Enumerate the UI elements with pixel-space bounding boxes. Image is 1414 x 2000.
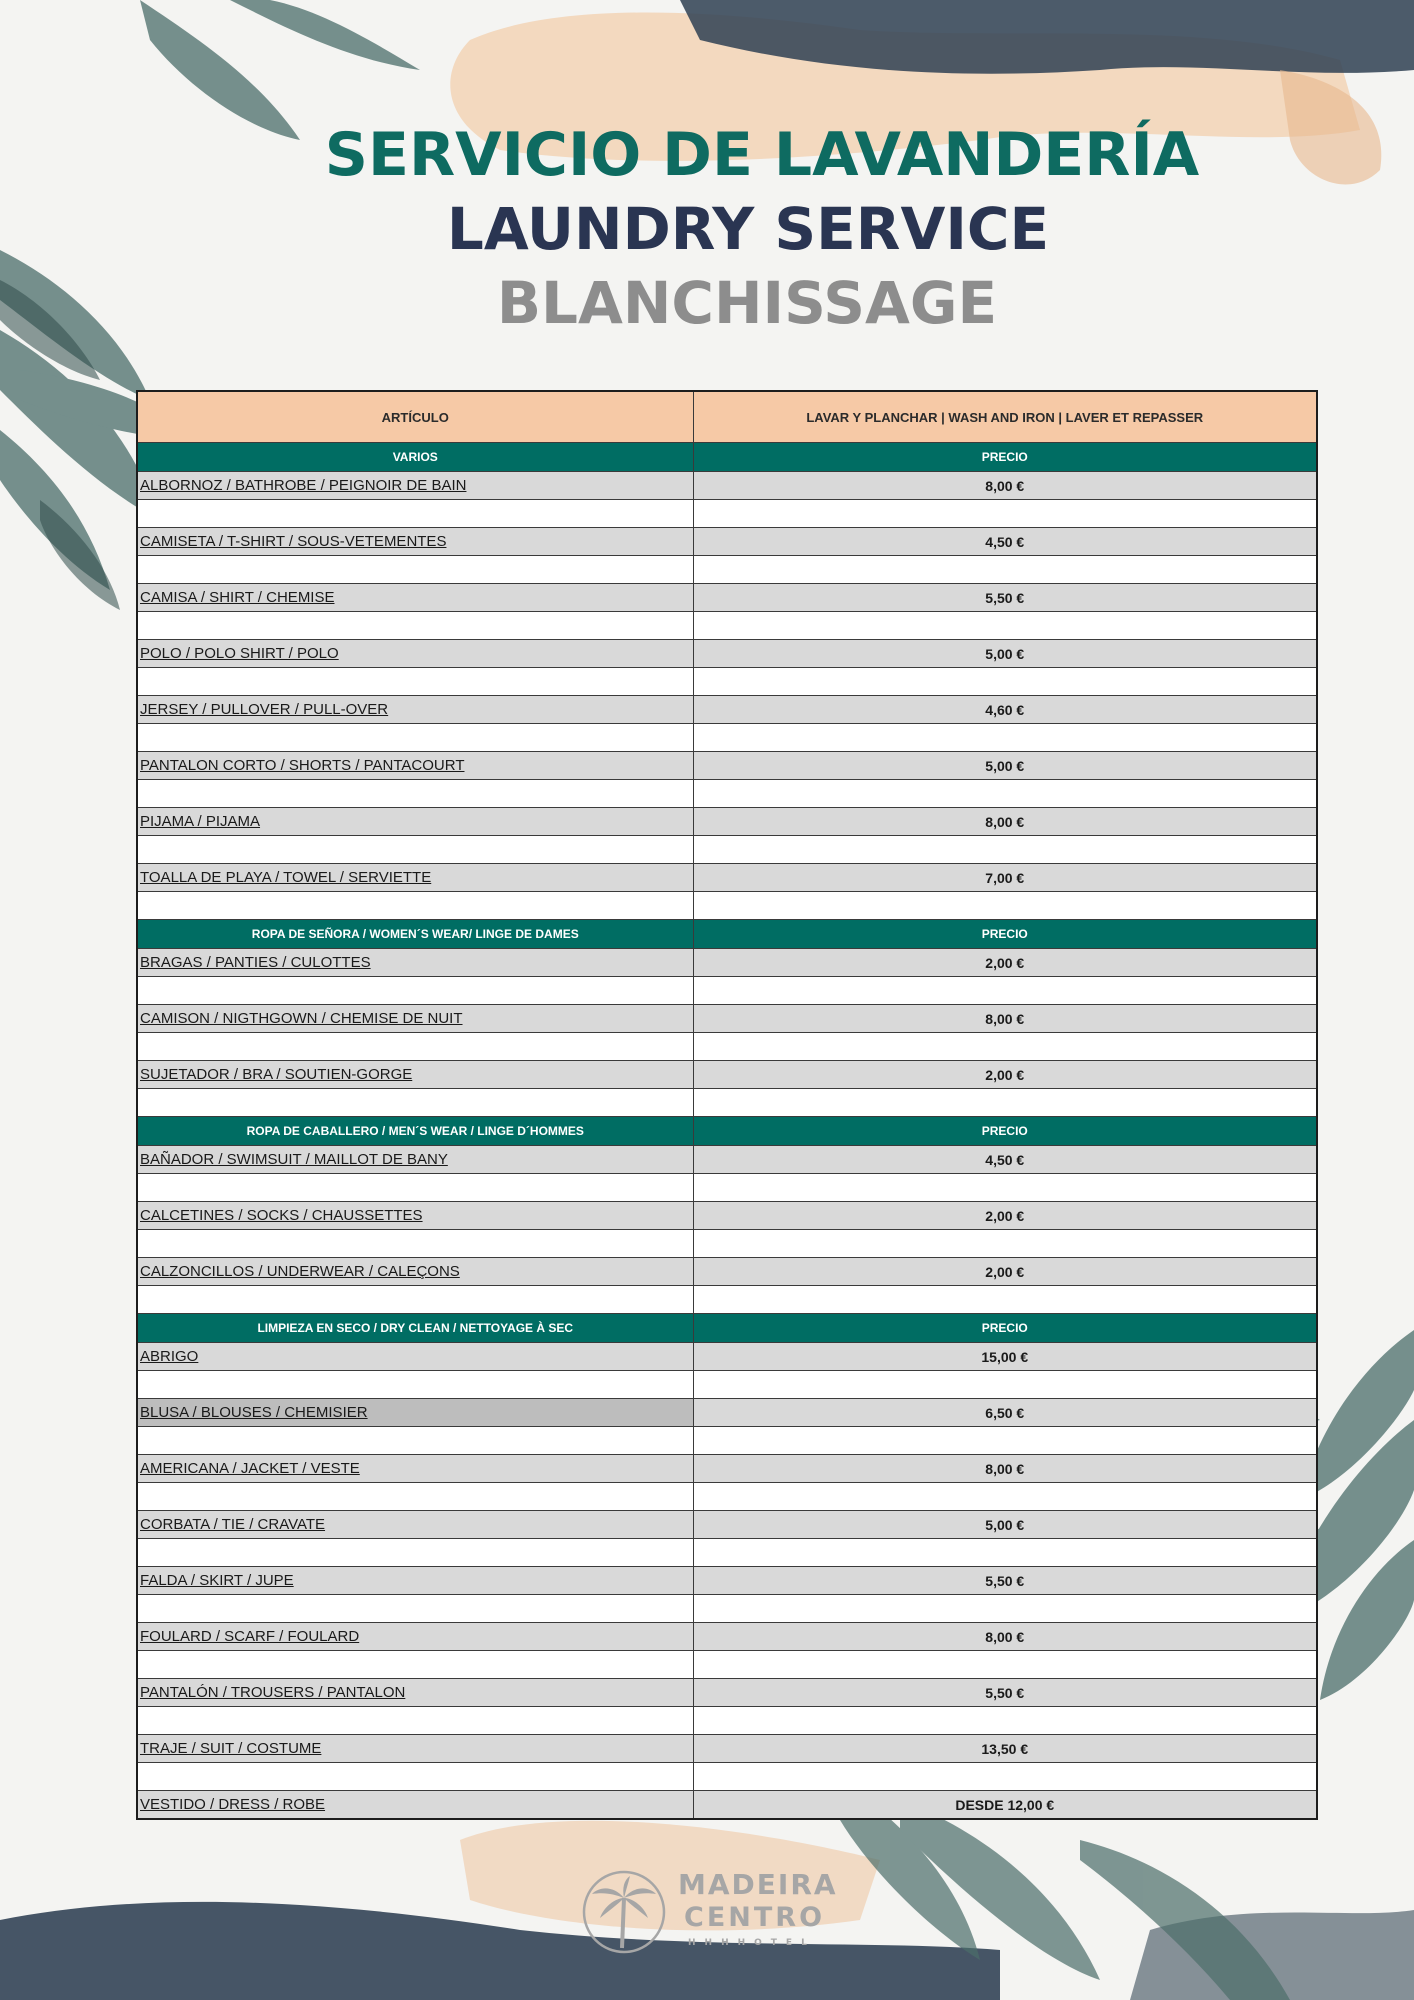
spacer-cell (693, 1427, 1317, 1455)
item-name: JERSEY / PULLOVER / PULL-OVER (137, 696, 693, 724)
spacer-row (137, 1763, 1317, 1791)
item-name: CAMISON / NIGTHGOWN / CHEMISE DE NUIT (137, 1005, 693, 1033)
spacer-cell (137, 612, 693, 640)
item-price: 2,00 € (693, 1061, 1317, 1089)
price-table (136, 390, 1318, 1820)
spacer-cell (137, 977, 693, 1005)
spacer-cell (137, 1539, 693, 1567)
item-price: 8,00 € (693, 808, 1317, 836)
table-row (137, 1791, 1317, 1820)
table-header-row (137, 391, 1317, 443)
spacer-cell (693, 1651, 1317, 1679)
item-price: 2,00 € (693, 1258, 1317, 1286)
spacer-row (137, 892, 1317, 920)
table-row (137, 1455, 1317, 1483)
service-header: LAVAR Y PLANCHAR | WASH AND IRON | LAVER ET REPASSER (693, 391, 1317, 443)
table-row (137, 640, 1317, 668)
spacer-row (137, 1595, 1317, 1623)
logo-text-madeira: MADEIRA (678, 1868, 838, 1901)
spacer-row (137, 780, 1317, 808)
item-name: BAÑADOR / SWIMSUIT / MAILLOT DE BANY (137, 1146, 693, 1174)
section-header-row (137, 1314, 1317, 1343)
spacer-cell (693, 892, 1317, 920)
item-name: ABRIGO (137, 1343, 693, 1371)
item-price: 5,50 € (693, 584, 1317, 612)
item-price: 6,50 € (693, 1399, 1317, 1427)
section-price-label: PRECIO (693, 1314, 1317, 1343)
spacer-row (137, 556, 1317, 584)
section-title: ROPA DE CABALLERO / MEN´S WEAR / LINGE D´HOMMES (137, 1117, 693, 1146)
table-row (137, 1623, 1317, 1651)
table-row (137, 1146, 1317, 1174)
spacer-cell (693, 1286, 1317, 1314)
section-price-label: PRECIO (693, 443, 1317, 472)
spacer-row (137, 724, 1317, 752)
spacer-cell (693, 1033, 1317, 1061)
spacer-cell (693, 1230, 1317, 1258)
table-row (137, 472, 1317, 500)
item-price: 8,00 € (693, 472, 1317, 500)
item-name: CALCETINES / SOCKS / CHAUSSETTES (137, 1202, 693, 1230)
item-name: POLO / POLO SHIRT / POLO (137, 640, 693, 668)
item-price: 5,00 € (693, 752, 1317, 780)
spacer-cell (137, 1089, 693, 1117)
spacer-row (137, 1174, 1317, 1202)
logo-text-hotel: HHHHOTEL (688, 1938, 816, 1948)
section-title: ROPA DE SEÑORA / WOMEN´S WEAR/ LINGE DE DAMES (137, 920, 693, 949)
title-french: BLANCHISSAGE (496, 269, 998, 337)
spacer-row (137, 612, 1317, 640)
spacer-cell (693, 1595, 1317, 1623)
item-name: CORBATA / TIE / CRAVATE (137, 1511, 693, 1539)
item-name: TRAJE / SUIT / COSTUME (137, 1735, 693, 1763)
spacer-cell (137, 668, 693, 696)
item-price: 4,50 € (693, 1146, 1317, 1174)
spacer-cell (693, 724, 1317, 752)
table-row (137, 949, 1317, 977)
item-name: CAMISA / SHIRT / CHEMISE (137, 584, 693, 612)
spacer-row (137, 1707, 1317, 1735)
item-price: 2,00 € (693, 949, 1317, 977)
spacer-row (137, 668, 1317, 696)
spacer-row (137, 836, 1317, 864)
item-name: PANTALON CORTO / SHORTS / PANTACOURT (137, 752, 693, 780)
spacer-cell (137, 1174, 693, 1202)
item-price: DESDE 12,00 € (693, 1791, 1317, 1820)
item-name: ALBORNOZ / BATHROBE / PEIGNOIR DE BAIN (137, 472, 693, 500)
item-name: PIJAMA / PIJAMA (137, 808, 693, 836)
item-price: 15,00 € (693, 1343, 1317, 1371)
spacer-cell (137, 556, 693, 584)
spacer-cell (137, 1763, 693, 1791)
item-price: 8,00 € (693, 1623, 1317, 1651)
table-row (137, 1511, 1317, 1539)
spacer-row (137, 1651, 1317, 1679)
item-name: FOULARD / SCARF / FOULARD (137, 1623, 693, 1651)
spacer-cell (137, 836, 693, 864)
spacer-cell (693, 556, 1317, 584)
table-row (137, 1735, 1317, 1763)
item-price: 13,50 € (693, 1735, 1317, 1763)
item-price: 5,00 € (693, 1511, 1317, 1539)
table-row (137, 528, 1317, 556)
spacer-cell (693, 1371, 1317, 1399)
spacer-cell (693, 1483, 1317, 1511)
table-row (137, 1343, 1317, 1371)
table-row (137, 1005, 1317, 1033)
spacer-cell (137, 1033, 693, 1061)
item-price: 5,50 € (693, 1567, 1317, 1595)
spacer-cell (137, 1595, 693, 1623)
spacer-row (137, 1539, 1317, 1567)
item-price: 4,50 € (693, 528, 1317, 556)
spacer-cell (137, 1286, 693, 1314)
spacer-cell (693, 977, 1317, 1005)
item-price: 8,00 € (693, 1455, 1317, 1483)
table-row (137, 584, 1317, 612)
section-header-row (137, 920, 1317, 949)
item-name: BLUSA / BLOUSES / CHEMISIER (137, 1399, 693, 1427)
spacer-cell (137, 1651, 693, 1679)
spacer-cell (693, 668, 1317, 696)
item-name: CALZONCILLOS / UNDERWEAR / CALEÇONS (137, 1258, 693, 1286)
item-name: VESTIDO / DRESS / ROBE (137, 1791, 693, 1820)
item-price: 5,50 € (693, 1679, 1317, 1707)
spacer-row (137, 1427, 1317, 1455)
spacer-cell (693, 780, 1317, 808)
spacer-cell (693, 612, 1317, 640)
hotel-logo (576, 1868, 836, 1956)
item-name: BRAGAS / PANTIES / CULOTTES (137, 949, 693, 977)
item-name: PANTALÓN / TROUSERS / PANTALON (137, 1679, 693, 1707)
table-row (137, 1567, 1317, 1595)
spacer-cell (693, 500, 1317, 528)
title-english: LAUNDRY SERVICE (446, 195, 1050, 263)
spacer-row (137, 1286, 1317, 1314)
item-name: FALDA / SKIRT / JUPE (137, 1567, 693, 1595)
item-name: TOALLA DE PLAYA / TOWEL / SERVIETTE (137, 864, 693, 892)
spacer-cell (693, 1174, 1317, 1202)
table-row (137, 1258, 1317, 1286)
table-row (137, 752, 1317, 780)
item-price: 5,00 € (693, 640, 1317, 668)
item-name: AMERICANA / JACKET / VESTE (137, 1455, 693, 1483)
spacer-row (137, 1230, 1317, 1258)
table-row (137, 1061, 1317, 1089)
spacer-cell (137, 1483, 693, 1511)
table-row (137, 1202, 1317, 1230)
section-header-row (137, 1117, 1317, 1146)
spacer-cell (137, 892, 693, 920)
section-title: LIMPIEZA EN SECO / DRY CLEAN / NETTOYAGE À SEC (137, 1314, 693, 1343)
section-title: VARIOS (137, 443, 693, 472)
spacer-cell (693, 836, 1317, 864)
spacer-cell (137, 1427, 693, 1455)
spacer-cell (137, 500, 693, 528)
table-row (137, 1679, 1317, 1707)
section-header-row (137, 443, 1317, 472)
spacer-cell (137, 724, 693, 752)
spacer-cell (137, 1371, 693, 1399)
item-price: 4,60 € (693, 696, 1317, 724)
section-price-label: PRECIO (693, 920, 1317, 949)
item-name: CAMISETA / T-SHIRT / SOUS-VETEMENTES (137, 528, 693, 556)
spacer-row (137, 1033, 1317, 1061)
item-price: 2,00 € (693, 1202, 1317, 1230)
table-row (137, 1399, 1317, 1427)
spacer-cell (137, 1230, 693, 1258)
title-block (0, 118, 1414, 340)
table-row (137, 864, 1317, 892)
spacer-row (137, 1371, 1317, 1399)
article-header: ARTÍCULO (137, 391, 693, 443)
table-row (137, 696, 1317, 724)
spacer-cell (137, 780, 693, 808)
spacer-row (137, 500, 1317, 528)
logo-text-centro: CENTRO (684, 1902, 826, 1933)
table-row (137, 808, 1317, 836)
spacer-row (137, 1089, 1317, 1117)
spacer-cell (137, 1707, 693, 1735)
title-spanish: SERVICIO DE LAVANDERÍA (324, 120, 1200, 190)
item-price: 7,00 € (693, 864, 1317, 892)
spacer-row (137, 977, 1317, 1005)
palm-tree-icon (576, 1868, 672, 1956)
spacer-cell (693, 1539, 1317, 1567)
item-price: 8,00 € (693, 1005, 1317, 1033)
item-name: SUJETADOR / BRA / SOUTIEN-GORGE (137, 1061, 693, 1089)
spacer-cell (693, 1763, 1317, 1791)
spacer-cell (693, 1707, 1317, 1735)
spacer-row (137, 1483, 1317, 1511)
spacer-cell (693, 1089, 1317, 1117)
section-price-label: PRECIO (693, 1117, 1317, 1146)
